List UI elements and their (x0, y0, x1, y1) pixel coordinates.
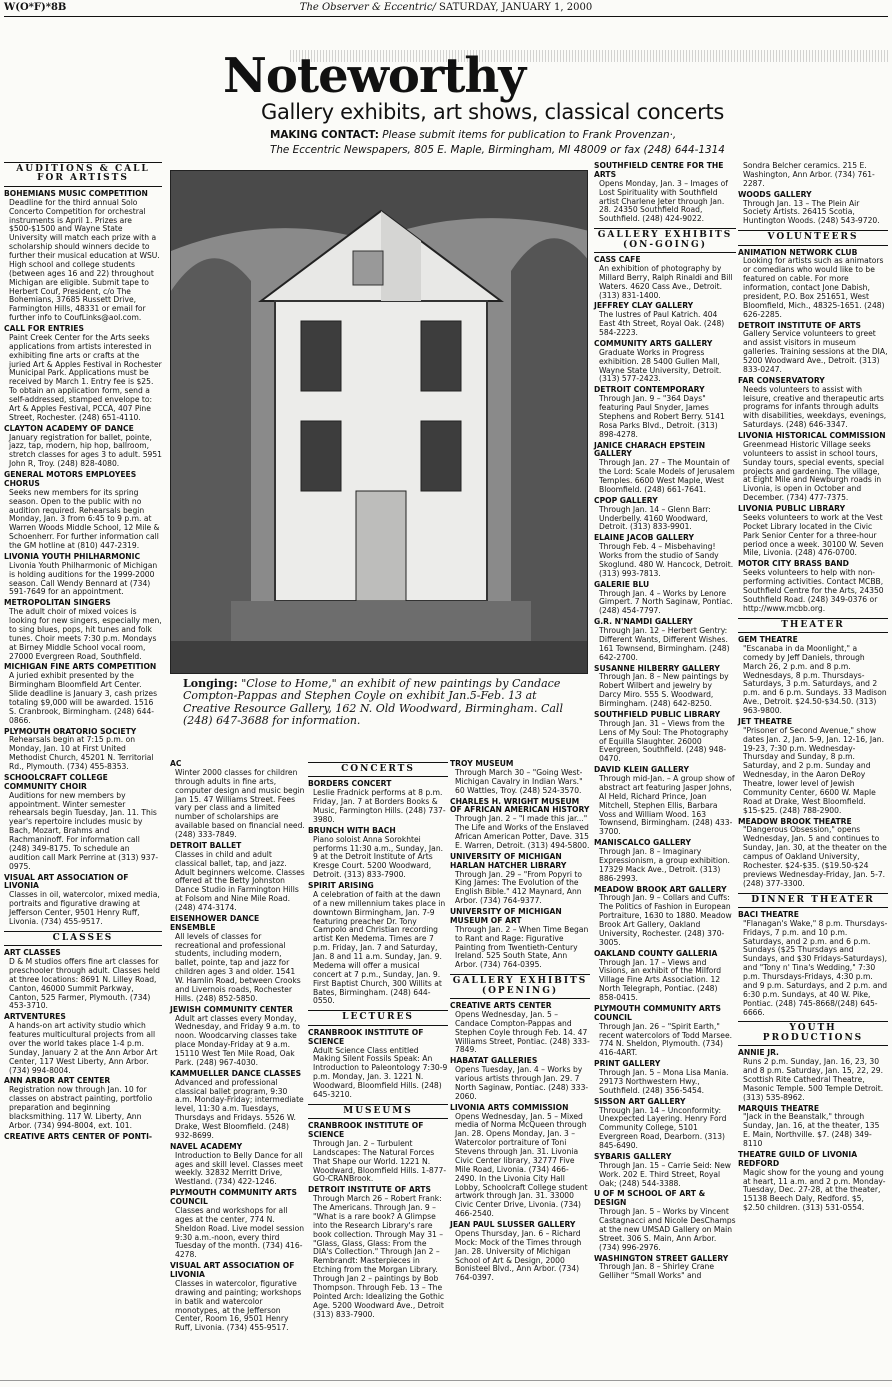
listing-entry (170, 1006, 306, 1068)
listing-body: "Flanagan's Wake," 8 p.m. Thursdays-Fridays, 7 p.m. and 10 p.m. Saturdays, and 2 p.m. and 6 p.m. Sundays ($25 Thursdays and Sundays, and $30 Fridays-Saturdays), and "Tony n' Tina's Wedding," 7:30 p.m. Thursdays-Fridays, 4:30 p.m. and 9 p.m. Saturdays, and 2 p.m. and 6:30 p.m. Sundays, at 40 W. Pike, Pontiac. (248) 745-8668/(248) 645-6666. (743, 918, 888, 1017)
section-banner (225, 50, 887, 122)
listing-body: Opens Thursday, Jan. 6 – Richard Mock: Mock of the Times through Jan. 28. University of Michigan School of Art & Design, 2000 Bonisteel Blvd., Ann Arbor. (734) 764-0397. (455, 1228, 582, 1283)
listing-heading: FAR CONSERVATORY (738, 375, 825, 385)
listing-body: Through Feb. 4 – Misbehaving! Works from the studio of Sandy Skoglund. 480 W. Hancock, Detroit. (313) 993-7813. (599, 542, 734, 578)
listing-body: Piano soloist Anna Sorokhtei performs 11:30 a.m., Sunday, Jan. 9 at the Detroit Institute of Arts Kresge Court. 5200 Woodward, Detroit. (313) 833-7900. (313, 834, 444, 880)
listing-heading: ART CLASSES (4, 948, 61, 958)
list-auditions (4, 190, 162, 927)
heading-dinner-theater: DINNER THEATER (738, 893, 888, 908)
listing-body: D & M studios offers fine art classes for preschooler through adult. Classes held at three locations: 8691 N. Lilley Road, Canton, 46000 Summit Parkway, Canton, 525 Farmer, Plymouth. (734) 453-3710. (9, 957, 160, 1011)
listing-entry (594, 302, 736, 338)
listing-entry (594, 1005, 736, 1058)
listing-entry (594, 1255, 736, 1282)
listing-heading: EISENHOWER DANCE ENSEMBLE (170, 913, 260, 932)
photo-caption (183, 678, 583, 728)
listing-body: Through Jan. 13 – The Plein Air Society Artists. 26415 Scotia, Huntington Woods. (248) 543-9720. (743, 198, 880, 226)
listing-heading: JEAN PAUL SLUSSER GALLERY (450, 1220, 576, 1229)
listing-entry (4, 599, 162, 661)
listing-body: Through Jan. 5 – Mona Lisa Mania. 29173 Northwestern Hwy., Southfield. (248) 356-5454. (599, 1068, 729, 1095)
listing-body: Graduate Works in Progress exhibition. 28 5400 Gullen Mall, Wayne State University, Detroit. (313) 577-2423. (599, 347, 722, 384)
listing-body: Through Jan. 8 – Shirley Crane Gelliher "Small Works" and (599, 1262, 715, 1281)
listing-heading: KAMMUELLER DANCE CLASSES (170, 1068, 302, 1078)
listing-heading: BACI THEATRE (738, 909, 799, 919)
listing-body: Through Jan. 9 – Collars and Cuffs: The Politics of Fashion in European Portraiture, 1630 to 1880. Meadow Brook Art Gallery, Oakland University, Rochester. (248) 370-3005. (599, 893, 732, 947)
masthead-line (4, 2, 888, 14)
listing-heading: OAKLAND COUNTY GALLERIA (594, 948, 718, 958)
listing-body: Through Jan. 2 – When Time Began to Rant and Rage: Figurative Painting from Twentieth-Century Ireland. 525 South State, Ann Arbor. (734) 764-0395. (455, 924, 589, 970)
listing-entry (450, 853, 590, 906)
heading-concerts: CONCERTS (308, 762, 448, 777)
listing-body: January registration for ballet, pointe, jazz, tap, modern, hip hop, ballroom, stretch classes for ages 3 to adult. 5951 John R, Troy. (248) 828-4080. (9, 432, 163, 469)
listing-body: Through Jan. 17 – Views and Visions, an exhibit of the Milford Village Fine Arts Association. 12 North Telegraph, Pontiac. (248) 858-0415. (599, 957, 722, 1002)
listing-body: A juried exhibit presented by the Birmingham Bloomfield Art Center. Slide deadline is January 3, cash prizes totaling $9,000 will be awarded. 1516 S. Cranbrook, Birmingham. (248) 644-0866. (9, 671, 158, 725)
listing-heading: THEATRE GUILD OF LIVONIA REDFORD (738, 1149, 858, 1168)
heading-youth-productions: YOUTH PRODUCTIONS (738, 1021, 888, 1046)
listing-body: Classes in watercolor, figurative drawing and painting; workshops in batik and watercolor monotypes, at the Jefferson Center, Room 16, 9501 Henry Ruff, Livonia. (734) 455-9517. (175, 1278, 302, 1333)
listing-body: Winter 2000 classes for children through adults in fine arts, computer design and music begin Jan 15. 47 Williams Street. Fees vary per class and a limited number of scholarships are available based on financial need. (248) 333-7849. (175, 767, 305, 839)
listing-heading: CREATIVE ARTS CENTER (450, 1001, 552, 1010)
listing-heading: SYBARIS GALLERY (594, 1151, 672, 1161)
listing-entry (594, 340, 736, 384)
listing-body: Deadline for the third annual Solo Concerto Competition for orchestral instruments is April 1. Prizes are $500-$1500 and Wayne State University will match each prize with a scholarship should winners decide to further their musical education at WSU. High school and college students (between ages 16 and 22) throughout Michigan are eligible. Submit tape to Herbert Couf, President, c/o The Bohemians, 37685 Russett Drive, Farmington Hills, 48331 or email for further info to CoufLinks@aol.com. (9, 197, 160, 323)
listing-heading: PRINT GALLERY (594, 1059, 661, 1069)
listing-entry (594, 162, 736, 224)
listing-heading: WASHINGTON STREET GALLERY (594, 1253, 729, 1263)
listing-entry (4, 553, 162, 597)
listing-heading: LIVONIA ARTS COMMISSION (450, 1102, 569, 1112)
listing-entry (594, 386, 736, 439)
listing-heading: CLAYTON ACADEMY OF DANCE (4, 423, 134, 433)
listing-body: Greenmead Historic Village seeks volunteers to assist in school tours, Sunday tours, special events, special projects and gardening. The village, at Eight Mile and Newburgh roads in Livonia, is open in October and December. (734) 477-7375. (743, 439, 884, 503)
column-classes-cont (170, 760, 306, 1335)
listing-heading: PLYMOUTH COMMUNITY ARTS COUNCIL (594, 1003, 721, 1022)
listing-heading: LIVONIA YOUTH PHILHARMONIC (4, 551, 141, 561)
making-contact (270, 128, 730, 158)
list-gallery-opening (450, 1002, 590, 1283)
listing-entry (594, 1153, 736, 1189)
listing-heading: PLYMOUTH ORATORIO SOCIETY (4, 726, 137, 736)
list-theater (738, 636, 888, 889)
listing-entry (170, 1070, 306, 1141)
listing-entry (738, 911, 888, 1018)
listing-body: Through Jan. 2 – Turbulent Landscapes: The Natural Forces That Shape our World. 1221 N. Woodward, Bloomfield Hills. 1-877-GO-CRANBrook. (313, 1138, 447, 1184)
listing-body: Through March 30 – "Going West-Michigan Cavalry in Indian Wars." 60 Wattles, Troy. (248) 524-3570. (455, 767, 583, 795)
listing-heading: COMMUNITY ARTS GALLERY (594, 338, 713, 348)
listing-heading: LIVONIA HISTORICAL COMMISSION (738, 431, 886, 441)
listing-entry (738, 191, 888, 227)
listing-entry (450, 760, 590, 796)
listing-body: Needs volunteers to assist with leisure, creative and therapeutic arts programs for infants through adults with disabilities, weekdays, evenings, Saturdays. (248) 646-3347. (743, 384, 887, 430)
listing-entry (4, 1077, 162, 1130)
listing-entry (4, 425, 162, 469)
listing-heading: JET THEATRE (738, 716, 793, 726)
contact-text: Please submit items for publication to Frank Provenzan·, (382, 129, 677, 141)
listing-body: Magic show for the young and young at heart, 11 a.m. and 2 p.m. Monday-Tuesday, Dec. 27-28, at the theater, 15138 Beech Daly, Redford. $5, $2.50 children. (313) 531-0554. (743, 1167, 886, 1213)
heading-theater: THEATER (738, 618, 888, 633)
listing-heading: ANN ARBOR ART CENTER (4, 1076, 111, 1086)
listing-entry (450, 1221, 590, 1283)
column-volunteers (738, 162, 888, 1215)
listing-heading: MANISCALCO GALLERY (594, 838, 691, 848)
caption-label: Longing: (183, 677, 238, 690)
listing-entry (594, 534, 736, 578)
listing-entry (594, 665, 736, 709)
listing-body: Classes in child and adult classical ballet, tap, and jazz. Adult beginners welcome. Classes offered at the Betty Johnston Dance Studio in Farmington Hills at Folsom and Nine Mile Road. (248) 474-3174. (175, 849, 305, 912)
listing-entry (594, 1098, 736, 1151)
listing-body: The lustres of Paul Katrich. 404 East 4th Street, Royal Oak. (248) 584-2223. (599, 310, 725, 337)
listing-entry (4, 874, 162, 927)
page-number: W(O*F)*8B (4, 2, 67, 13)
listing-entry (738, 560, 888, 613)
listing-entry (308, 1029, 448, 1100)
listing-entry (738, 1105, 888, 1149)
listing-entry (308, 882, 448, 1006)
page-header (4, 2, 888, 17)
listing-entry (170, 915, 306, 1004)
listing-entry (738, 1049, 888, 1102)
listing-entry (738, 162, 888, 189)
listing-entry (4, 1133, 162, 1142)
listing-body: Opens Tuesday, Jan. 4 – Works by various artists through Jan. 29. 7 North Saginaw, Pontiac. (248) 333-2060. (455, 1065, 589, 1101)
listing-body: Seeks new members for its spring season. Open to the public with no audition required. Rehearsals begin Monday, Jan. 3 from 6:45 to 9 p.m. at Warren Woods Middle School, 12 Mile & Schoenherr. For further information call the GM hotline at (810) 447-2319. (9, 487, 160, 550)
listing-heading: ELAINE JACOB GALLERY (594, 533, 694, 543)
column-gallery-ongoing (594, 162, 736, 1283)
listing-entry (738, 432, 888, 503)
listing-entry (738, 249, 888, 320)
listing-body: A hands-on art activity studio which features multicultural projects from all over the world takes place 1-4 p.m. Sunday, January 2 at the Ann Arbor Art Center, 117 West Liberty, Ann Arbor. (734) 994-8004. (9, 1021, 158, 1075)
listing-heading: DETROIT INSTITUTE OF ARTS (738, 320, 861, 330)
listing-body: Through Jan. 2 – "I made this jar..." The Life and Works of the Enslaved African American Potter, Dave. 315 E. Warren, Detroit. (313) 494-5800. (455, 814, 590, 850)
listing-body: Adult Science Class entitled Making Silent Fossils Speak: An Introduction to Paleontology 7:30-9 p.m. Monday, Jan. 3. 1221 N. Woodward, Bloomfield Hills. (248) 645-3210. (313, 1045, 448, 1099)
listing-entry (594, 256, 736, 300)
listing-body: Opens Monday, Jan. 3 – Images of Lost Spirituality with Southfield artist Charlene Jeter through Jan. 28. 24350 Southfield Road, Southfield. (248) 424-9022. (599, 178, 728, 224)
listing-entry (4, 190, 162, 323)
listing-body: Through March 26 – Robert Frank: The Americans. Through Jan. 9 – "What is a rare book? A Glimpse into the Research Library's rare book collection. Through May 31 – "Glass, Glass, Glass: From the DIA's Collection." Through Jan 2 – Rembrandt: Masterpieces in Etching from the Morgan Library. Through Jan 2 – paintings by Bob Thompson. Through Feb. 13 – The Pointed Arch: Idealizing the Gothic Age. 5200 Woodward Ave., Detroit (313) 833-7900. (313, 1194, 445, 1319)
listing-entry (450, 1104, 590, 1219)
listing-heading: ARTVENTURES (4, 1012, 66, 1022)
listing-heading: GALERIE BLU (594, 579, 650, 589)
listing-entry (4, 949, 162, 1011)
listing-entry (450, 908, 590, 970)
listing-body: Registration now through Jan. 10 for classes on abstract painting, portfolio preparation and beginning blacksmithing. 117 W. Liberty, Ann Arbor. (734) 994-8004, ext. 101. (9, 1085, 153, 1130)
listing-entry (594, 442, 736, 495)
list-museums-cont (450, 760, 590, 970)
section-subtitle: Gallery exhibits, art shows, classical concerts (261, 100, 725, 124)
listing-heading: CHARLES H. WRIGHT MUSEUM OF AFRICAN AMERICAN HISTORY (450, 796, 590, 815)
list-gallery-end (738, 162, 888, 226)
listing-heading: CASS CAFE (594, 255, 641, 264)
listing-heading: VISUAL ART ASSOCIATION OF LIVONIA (4, 872, 129, 891)
listing-body: "Escanaba in da Moonlight," a comedy by Jeff Daniels, through March 26, 2 p.m. and 8 p.m. Wednesdays, 8 p.m. Thursdays-Saturdays, 3 p.m. Saturdays, and 2 p.m. and 6 p.m. Sundays. 33 Madison Ave., Detroit. $24.50-$34.50. (313) 963-9800. (743, 643, 887, 715)
listing-heading: MARQUIS THEATRE (738, 1103, 820, 1113)
listing-heading: JANICE CHARACH EPSTEIN GALLERY (594, 440, 706, 459)
heading-classes: CLASSES (4, 931, 162, 946)
listing-entry (594, 711, 736, 764)
listing-entry (308, 780, 448, 824)
listing-body: Classes and workshops for all ages at the center, 774 N. Sheldon Road. Live model session 9:30 a.m.-noon, every third Tuesday of the month. (734) 416-4278. (175, 1205, 305, 1260)
listing-body: Through Jan. 15 – Carrie Seid: New Work. 202 E. Third Street, Royal Oak; (248) 544-3388. (599, 1160, 731, 1188)
listing-body: "Prisoner of Second Avenue," show dates Jan. 2, Jan. 5-9, Jan. 12-16, Jan. 19-23, 7:30 p.m. Wednesday-Thursday and Sunday, 8 p.m. Saturday, and 2 p.m. Sunday and Wednesday, in the Aaron DeRoy Theatre, lower level of Jewish Community Center, 6600 W. Maple Road at Drake, West Bloomfield. $15-$25. (248) 788-2900. (743, 725, 884, 815)
listing-body: Through Jan. 8 – New paintings by Robert Wilbert and jewelry by Darcy Miro. 555 S. Woodward, Birmingham. (248) 642-8250. (599, 672, 729, 708)
list-museums (308, 1122, 448, 1319)
listing-body: A celebration of faith at the dawn of a new millennium takes place in downtown Birmingham, Jan. 7-9 featuring preacher Dr. Tony Campolo and Christian recording artist Ken Medema. Times are 7 p.m. Friday, Jan. 7 and Saturday, Jan. 8 and 11 a.m. Sunday, Jan. 9. Medema will offer a musical concert at 7 p.m., Sunday, Jan. 9. First Baptist Church, 300 Willits at Bates, Birmingham. (248) 644-0550. (313, 889, 446, 1006)
issue-date: SATURDAY, JANUARY 1, 2000 (439, 2, 593, 13)
listing-heading: SISSON ART GALLERY (594, 1096, 686, 1106)
listing-body: "Jack in the Beanstalk," through Sunday, Jan. 16, at the theater, 135 E. Main, Northville. $7. (248) 349-8110 (743, 1112, 880, 1149)
listing-body: All levels of classes for recreational and professional students, including modern, ballet, pointe, tap and jazz for children ages 3 and older. 1541 W. Hamlin Road, between Crooks and Livernois roads, Rochester Hills. (248) 852-5850. (175, 931, 301, 1003)
listing-entry (4, 774, 162, 872)
listing-body: Gallery Service volunteers to greet and assist visitors in museum galleries. Training sessions at the DIA, 5200 Woodward Ave., Detroit. (313) 833-0247. (743, 329, 888, 374)
listing-heading: DETROIT CONTEMPORARY (594, 385, 705, 395)
listing-heading: MEADOW BROOK THEATRE (738, 816, 852, 826)
listing-body: Classes in oil, watercolor, mixed media, portraits and figurative drawing at Jefferson Center, 9501 Henry Ruff, Livonia. (734) 455-9517. (9, 890, 160, 926)
listing-entry (308, 827, 448, 880)
listing-heading: GEM THEATRE (738, 635, 798, 644)
section-title: Noteworthy (223, 48, 526, 104)
caption-text: "Close to Home," an exhibit of new paintings by Candace Compton-Pappas and Stephen Coyle on exhibit Jan.5-Feb. 13 at Creative Resource Gallery, 162 N. Old Woodward, Birmingham. Call (248) 647-3688 for information. (183, 677, 563, 728)
listing-body: Through Jan. 14 – Glenn Barr: Underbelly. 4160 Woodward, Detroit. (313) 833-9901. (599, 504, 711, 532)
listing-heading: BORDERS CONCERT (308, 779, 392, 789)
listing-entry (594, 766, 736, 837)
list-volunteers (738, 249, 888, 614)
listing-entry (738, 718, 888, 816)
listing-heading: MEADOW BROOK ART GALLERY (594, 884, 727, 894)
listing-body: Looking for artists such as animators or comedians who would like to be featured on cable. For more information, contact Jone Dabish, president, P.O. Box 251651, West Bloomfield, Mich., 48325-1651. (248) 626-2285. (743, 256, 885, 319)
listing-heading: DETROIT INSTITUTE OF ARTS (308, 1185, 431, 1195)
listing-heading: JEFFREY CLAY GALLERY (594, 301, 694, 311)
listing-heading: SOUTHFIELD CENTRE FOR THE ARTS (594, 161, 724, 179)
listing-entry (170, 1143, 306, 1187)
listing-heading: PLYMOUTH COMMUNITY ARTS COUNCIL (170, 1188, 297, 1206)
listing-body: Through Jan. 27 – The Mountain of the Lord: Scale Models of Jerusalem Temples. 6600 West Maple, West Bloomfield. (248) 661-7641. (599, 458, 735, 494)
listing-body: Through Jan. 26 – "Spirit Earth," recent watercolors of Todd Marsee. 774 N. Sheldon, Plymouth. (734) 416-4ART. (599, 1021, 733, 1058)
listing-body: Runs 2 p.m. Sunday, Jan. 16, 23, 30 and 8 p.m. Saturday, Jan. 15, 22, 29. Scottish Rite Cathedral Theatre, Masonic Temple. 500 Temple Detroit. (313) 535-8962. (743, 1057, 884, 1102)
listing-heading: JEWISH COMMUNITY CENTER (170, 1004, 293, 1014)
listing-body: Opens Wednesday, Jan. 5 – Candace Compton-Pappas and Stephen Coyle through Feb. 14. 47 Williams Street, Pontiac. (248) 333-7849. (455, 1009, 590, 1055)
listing-body: "Dangerous Obsession," opens Wednesday, Jan. 5 and continues to Sunday, Jan. 30, at the theater on the campus of Oakland University, Rochester. $24-$35. ($19.50-$24 previews Wednesday-Friday, Jan. 5-7. (248) 377-3300. (743, 825, 887, 888)
list-classes-cont (170, 760, 306, 1333)
listing-body: An exhibition of photography by Millard Berry, Ralph Rinaldi and Bill Waters. 4620 Cass Ave., Detroit. (313) 831-1400. (599, 263, 733, 300)
listing-entry (4, 663, 162, 725)
listing-heading: U OF M SCHOOL OF ART & DESIGN (594, 1189, 706, 1208)
listing-entry (170, 1189, 306, 1260)
list-concerts (308, 780, 448, 1006)
list-dinner-theater (738, 911, 888, 1018)
list-youth-productions (738, 1049, 888, 1213)
listing-heading: SUSANNE HILBERRY GALLERY (594, 663, 720, 673)
list-lectures (308, 1029, 448, 1100)
listing-heading: SPIRIT ARISING (308, 881, 374, 891)
listing-entry (450, 1057, 590, 1101)
listing-heading: HABATAT GALLERIES (450, 1056, 538, 1066)
listing-heading: GENERAL MOTORS EMPLOYEES CHORUS (4, 470, 137, 488)
listing-body: The adult choir of mixed voices is looking for new singers, especially men, to sing blues, pops, hit tunes and folk tunes. Choir meets 7:30 p.m. Mondays at Birney Middle School vocal room, 27000 Evergreen Road, Southfield. (9, 607, 162, 661)
listing-entry (4, 1013, 162, 1075)
listing-entry (594, 886, 736, 948)
listing-entry (4, 471, 162, 551)
listing-heading: ANIMATION NETWORK CLUB (738, 247, 858, 257)
listing-entry (594, 839, 736, 883)
listing-entry (594, 497, 736, 533)
listing-body: Seeks volunteers to help with non-performing activities. Contact MCBB, Southfield Centre for the Arts, 24350 Southfield Road. (248) 349-0376 or http://www.mcbb.org. (743, 568, 884, 613)
listing-heading: BRUNCH WITH BACH (308, 825, 396, 835)
column-concerts (308, 758, 448, 1321)
listing-body: Leslie Fradnick performs at 8 p.m. Friday, Jan. 7 at Borders Books & Music, Farmington Hills. (248) 737-3980. (313, 788, 446, 824)
heading-auditions: AUDITIONS & CALL FOR ARTISTS (4, 162, 162, 187)
listing-entry (4, 325, 162, 423)
listing-entry (308, 1186, 448, 1319)
list-classes (4, 949, 162, 1141)
listing-heading: METROPOLITAN SINGERS (4, 598, 111, 608)
listing-entry (594, 618, 736, 662)
listing-heading: CRANBROOK INSTITUTE OF SCIENCE (308, 1121, 424, 1140)
listing-body: Introduction to Belly Dance for all ages and skill level. Classes meet weekly. 32832 Merritt Drive, Westland. (734) 422-1246. (175, 1150, 303, 1187)
listing-body: Advanced and professional classical ballet program, 9:30 a.m. Monday-Friday; intermediate level, 11:30 a.m. Tuesdays, Thursdays and Fridays. 5526 W. Drake, West Bloomfield. (248) 932-8699. (175, 1077, 304, 1140)
page-footer-rule (0, 1380, 892, 1381)
listing-body: Paint Creek Center for the Arts seeks applications from artists interested in exhibiting fine arts or crafts at the juried Art & Apples Festival in Rochester Municipal Park. Applications must be received by March 1. Entry fee is $25. To obtain an application form, send a self-addressed, stamped envelope to: Art & Apples Festival, PCCA, 407 Pine Street, Rochester. (248) 651-4110. (9, 332, 162, 422)
house-illustration (171, 171, 588, 674)
heading-museums: MUSEUMS (308, 1104, 448, 1119)
listing-heading: UNIVERSITY OF MICHIGAN HARLAN HATCHER LIBRARY (450, 851, 567, 870)
list-gallery-ongoing (594, 256, 736, 1281)
listing-heading: SOUTHFIELD PUBLIC LIBRARY (594, 709, 721, 719)
listing-body: Through Jan. 8 – Imaginary Expressionism, a group exhibition. 17329 Mack Ave., Detroit. (313) 886-2993. (599, 847, 730, 883)
listing-body: Through Jan. 31 – Views from the Lens of My Soul: The Photography of Equilla Slaughter. 26000 Evergreen, Southfield. (248) 948-0470. (599, 718, 729, 764)
column-auditions (4, 158, 162, 1144)
column-museums-cont (450, 760, 590, 1285)
listing-entry (738, 636, 888, 716)
listing-heading: WOODS GALLERY (738, 189, 812, 199)
listing-body: Through Jan. 5 – Works by Vincent Castagnacci and Nicole DesChamps at the new UMSAD Gallery on Main Street. 306 S. Main, Ann Arbor. (734) 996-2976. (599, 1207, 736, 1252)
listing-body: Opens Wednesday, Jan. 5 – Mixed media of Norma McQueen through Jan. 28. Opens Monday, Jan. 3 – Watercolor portraiture of Toni Stevens through Jan. 31. Livonia Civic Center library, 32777 Five Mile Road, Livonia. (734) 466-2490. In the Livonia City Hall Lobby, Schoolcraft College student artwork through Jan. 31. 33000 Civic Center Drive, Livonia. (734) 466-2540. (455, 1111, 588, 1219)
listing-heading: DETROIT BALLET (170, 840, 242, 850)
house-photo (170, 170, 588, 674)
listing-body: Seeks volunteers to work at the Vest Pocket Library located in the Civic Park Senior Center for a three-hour period once a week. 30100 W. Seven Mile, Livonia. (248) 476-0700. (743, 512, 884, 558)
listing-entry (308, 1122, 448, 1184)
list-southfield (594, 162, 736, 224)
listing-heading: SCHOOLCRAFT COLLEGE COMMUNITY CHOIR (4, 772, 108, 791)
heading-volunteers: VOLUNTEERS (738, 230, 888, 245)
listing-heading: CREATIVE ARTS CENTER OF PONTI- (4, 1131, 153, 1141)
listing-heading: CPOP GALLERY (594, 495, 658, 505)
listing-heading: BOHEMIANS MUSIC COMPETITION (4, 188, 148, 198)
listing-entry (738, 1151, 888, 1213)
listing-heading: UNIVERSITY OF MICHIGAN MUSEUM OF ART (450, 907, 562, 925)
heading-gallery-opening: GALLERY EXHIBITS (OPENING) (450, 974, 590, 999)
listing-body: Sondra Belcher ceramics. 215 E. Washington, Ann Arbor. (734) 761-2287. (743, 161, 875, 188)
listing-body: Rehearsals begin at 7:15 p.m. on Monday, Jan. 10 at First United Methodist Church, 45201 N. Territorial Rd., Plymouth. (734) 455-8353. (9, 735, 154, 771)
listing-body: Auditions for new members by appointment. Winter semester rehearsals begin Tuesday, Jan. 11. This year's repertoire includes music by Bach, Mozart, Brahms and Rachmaninoff. For information call (248) 349-8175. To schedule an audition call Mark Perrine at (313) 937-0975. (9, 790, 159, 871)
listing-body: Through Jan. 14 – Unconformity: Unexpected Layering. Henry Ford Community College, 5101 Evergreen Road, Dearborn. (313) 845-6490. (599, 1105, 727, 1150)
listing-heading: AC (170, 759, 182, 768)
heading-gallery-ongoing: GALLERY EXHIBITS (ON-GOING) (594, 228, 736, 253)
listing-body: Adult art classes every Monday, Wednesday, and Friday 9 a.m. to noon. Woodcarving classes take place Monday-Friday at 9 a.m. 15110 West Ten Mile Road, Oak Park. (248) 967-4030. (175, 1013, 301, 1067)
listing-body: Through mid-Jan. – A group show of abstract art featuring Jasper Johns, Al Held, Richard Prince, Joan Mitchell, Stephen Ellis, Barbara Voss and William Wood. 163 Townsend, Birmingham. (248) 433-3700. (599, 774, 735, 837)
listing-entry (170, 1262, 306, 1333)
listing-body: Through Jan. 4 – Works by Lenore Gimpert. 7 North Saginaw, Pontiac. (248) 454-7797. (599, 588, 733, 616)
listing-entry (738, 505, 888, 558)
listing-entry (450, 1002, 590, 1055)
listing-entry (594, 950, 736, 1003)
listing-heading: VISUAL ART ASSOCIATION OF LIVONIA (170, 1261, 295, 1279)
listing-entry (170, 760, 306, 840)
listing-entry (450, 798, 590, 851)
listing-heading: MOTOR CITY BRASS BAND (738, 559, 849, 569)
listing-entry (594, 1190, 736, 1252)
contact-label: MAKING CONTACT: (270, 129, 379, 141)
listing-entry (738, 377, 888, 430)
listing-body: Through Jan. 12 – Herbert Gentry: Different Wants, Different Wishes. 161 Townsend, Birmingham. (248) 642-2700. (599, 626, 730, 662)
listing-body: Through Jan. 9 – "364 Days" featuring Paul Snyder, James Stephens and Robert Berry. 5141 Rosa Parks Blvd., Detroit. (313) 898-4278. (599, 394, 725, 439)
listing-heading: CALL FOR ENTRIES (4, 324, 84, 333)
listing-body: Livonia Youth Philharmonic of Michigan is holding auditions for the 1999-2000 season. Call Wendy Bennard at (734) 591-7649 for an appointment. (9, 560, 158, 597)
listing-heading: MICHIGAN FINE ARTS COMPETITION (4, 662, 157, 672)
listing-entry (594, 1060, 736, 1096)
listing-heading: NAVEL ACADEMY (170, 1141, 243, 1151)
listing-body: Through Jan. 29 – "From Popyri to King James: The Evolution of the English Bible." 412 Maynard, Ann Arbor. (734) 764-9377. (455, 869, 582, 906)
listing-entry (170, 842, 306, 913)
newspaper-name: The Observer & Eccentric/ (299, 2, 436, 13)
listing-heading: DAVID KLEIN GALLERY (594, 765, 689, 775)
listing-heading: ANNIE JR. (738, 1048, 779, 1058)
listing-heading: G.R. N'NAMDI GALLERY (594, 617, 693, 627)
listing-heading: TROY MUSEUM (450, 759, 514, 768)
heading-lectures: LECTURES (308, 1010, 448, 1025)
listing-entry (594, 581, 736, 617)
listing-entry (738, 818, 888, 889)
listing-heading: CRANBROOK INSTITUTE OF SCIENCE (308, 1027, 424, 1046)
listing-entry (738, 322, 888, 375)
contact-address: The Eccentric Newspapers, 805 E. Maple, Birmingham, MI 48009 or fax (248) 644-1314 (270, 143, 725, 156)
listing-heading: LIVONIA PUBLIC LIBRARY (738, 504, 846, 514)
listing-entry (4, 728, 162, 772)
